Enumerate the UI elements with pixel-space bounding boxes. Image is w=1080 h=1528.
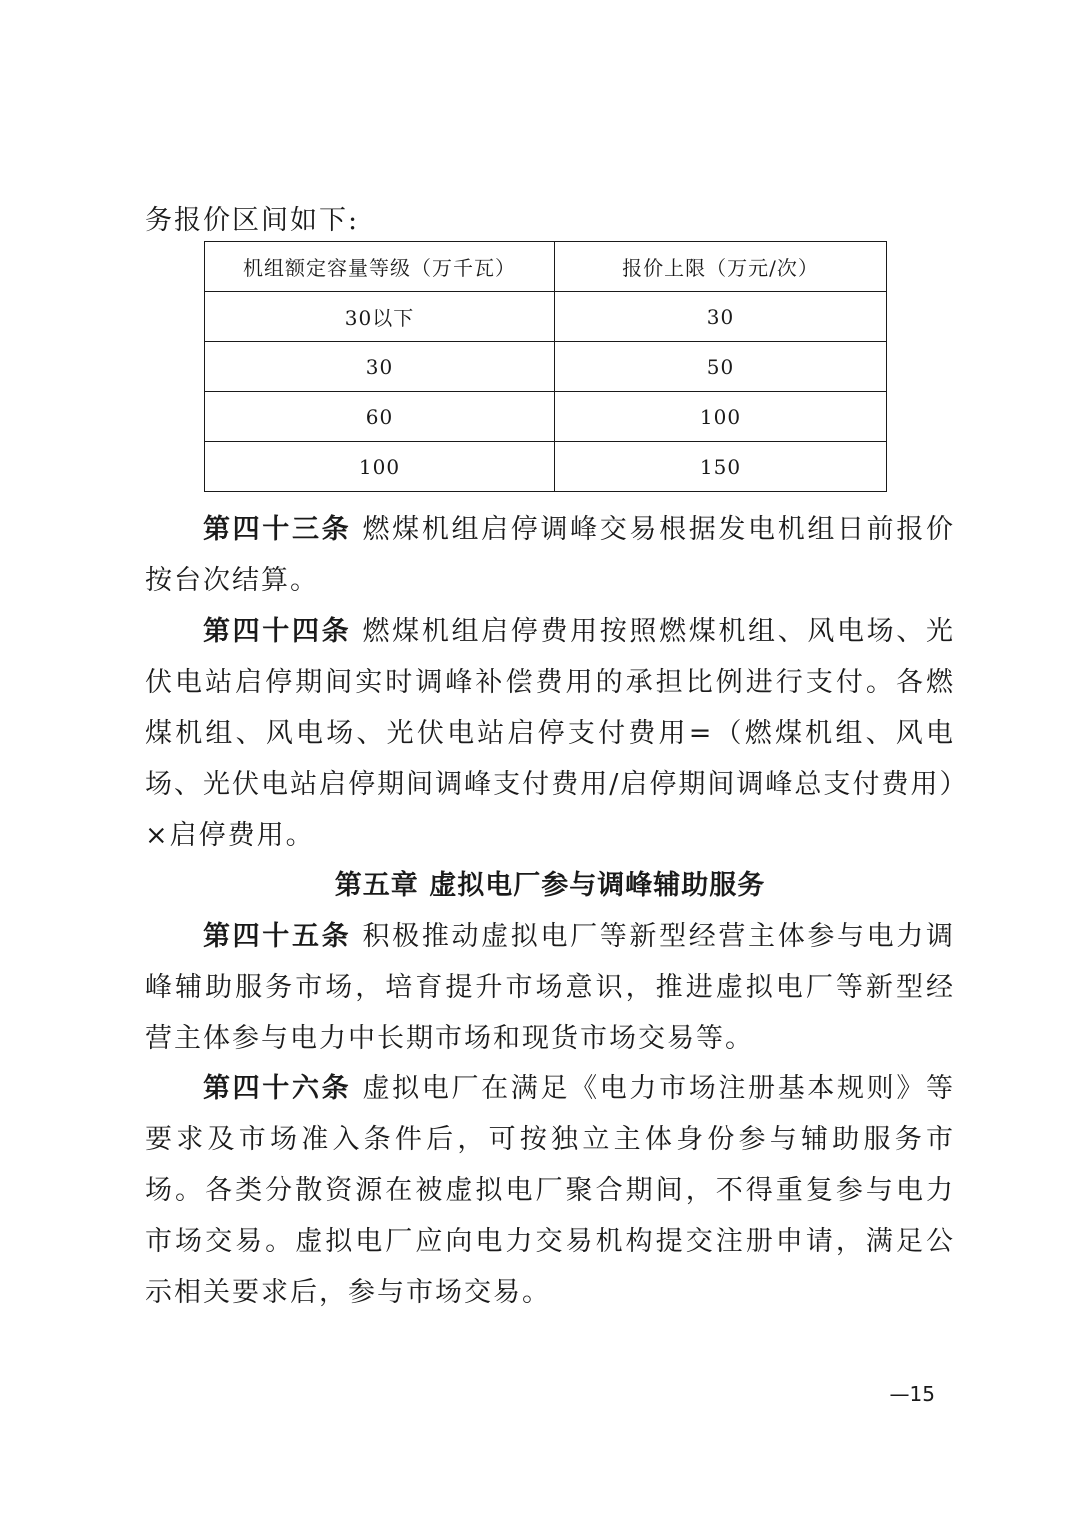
table-row [205,292,887,342]
article-title: 第四十六条 [203,1073,352,1104]
quota-table [204,241,887,492]
article-title: 第四十四条 [203,616,352,647]
table-cell: 100 [555,392,887,442]
table-row [205,442,887,492]
table-header-row [205,242,887,292]
table-header-capacity: 机组额定容量等级（万千瓦） [205,242,555,292]
table-cell: 150 [555,442,887,492]
article-body: 积极推动虚拟电厂等新型经营主体参与电力调峰辅助服务市场，培育提升市场意识，推进虚拟电厂等新型经营主体参与电力中长期市场和现货市场交易等。 [145,921,955,1054]
intro-line: 务报价区间如下: [145,205,360,236]
article-45 [145,911,955,1064]
table-cell: 100 [205,442,555,492]
article-title: 第四十三条 [203,514,352,545]
table-cell: 30 [555,292,887,342]
article-title: 第四十五条 [203,921,352,952]
table-row [205,392,887,442]
article-44 [145,606,955,861]
table-cell: 30 [205,342,555,392]
table-cell: 60 [205,392,555,442]
article-43 [145,504,955,606]
article-body: 燃煤机组启停调峰交易根据发电机组日前报价按台次结算。 [145,514,955,596]
article-46 [145,1063,955,1318]
table-row [205,342,887,392]
table-header-price-cap: 报价上限（万元/次） [555,242,887,292]
page-number: —15 [889,1382,935,1406]
chapter-title: 第五章 虚拟电厂参与调峰辅助服务 [334,870,766,901]
article-body: 燃煤机组启停费用按照燃煤机组、风电场、光伏电站启停期间实时调峰补偿费用的承担比例进行支付。各燃煤机组、风电场、光伏电站启停支付费用=（燃煤机组、风电场、光伏电站启停期间调峰支付费用/启停期间调峰总支付费用）×启停费用。 [145,616,955,851]
table-cell: 50 [555,342,887,392]
table-cell: 30以下 [205,292,555,342]
article-body: 虚拟电厂在满足《电力市场注册基本规则》等要求及市场准入条件后，可按独立主体身份参与辅助服务市场。各类分散资源在被虚拟电厂聚合期间，不得重复参与电力市场交易。虚拟电厂应向电力交易机构提交注册申请，满足公示相关要求后，参与市场交易。 [145,1073,955,1308]
